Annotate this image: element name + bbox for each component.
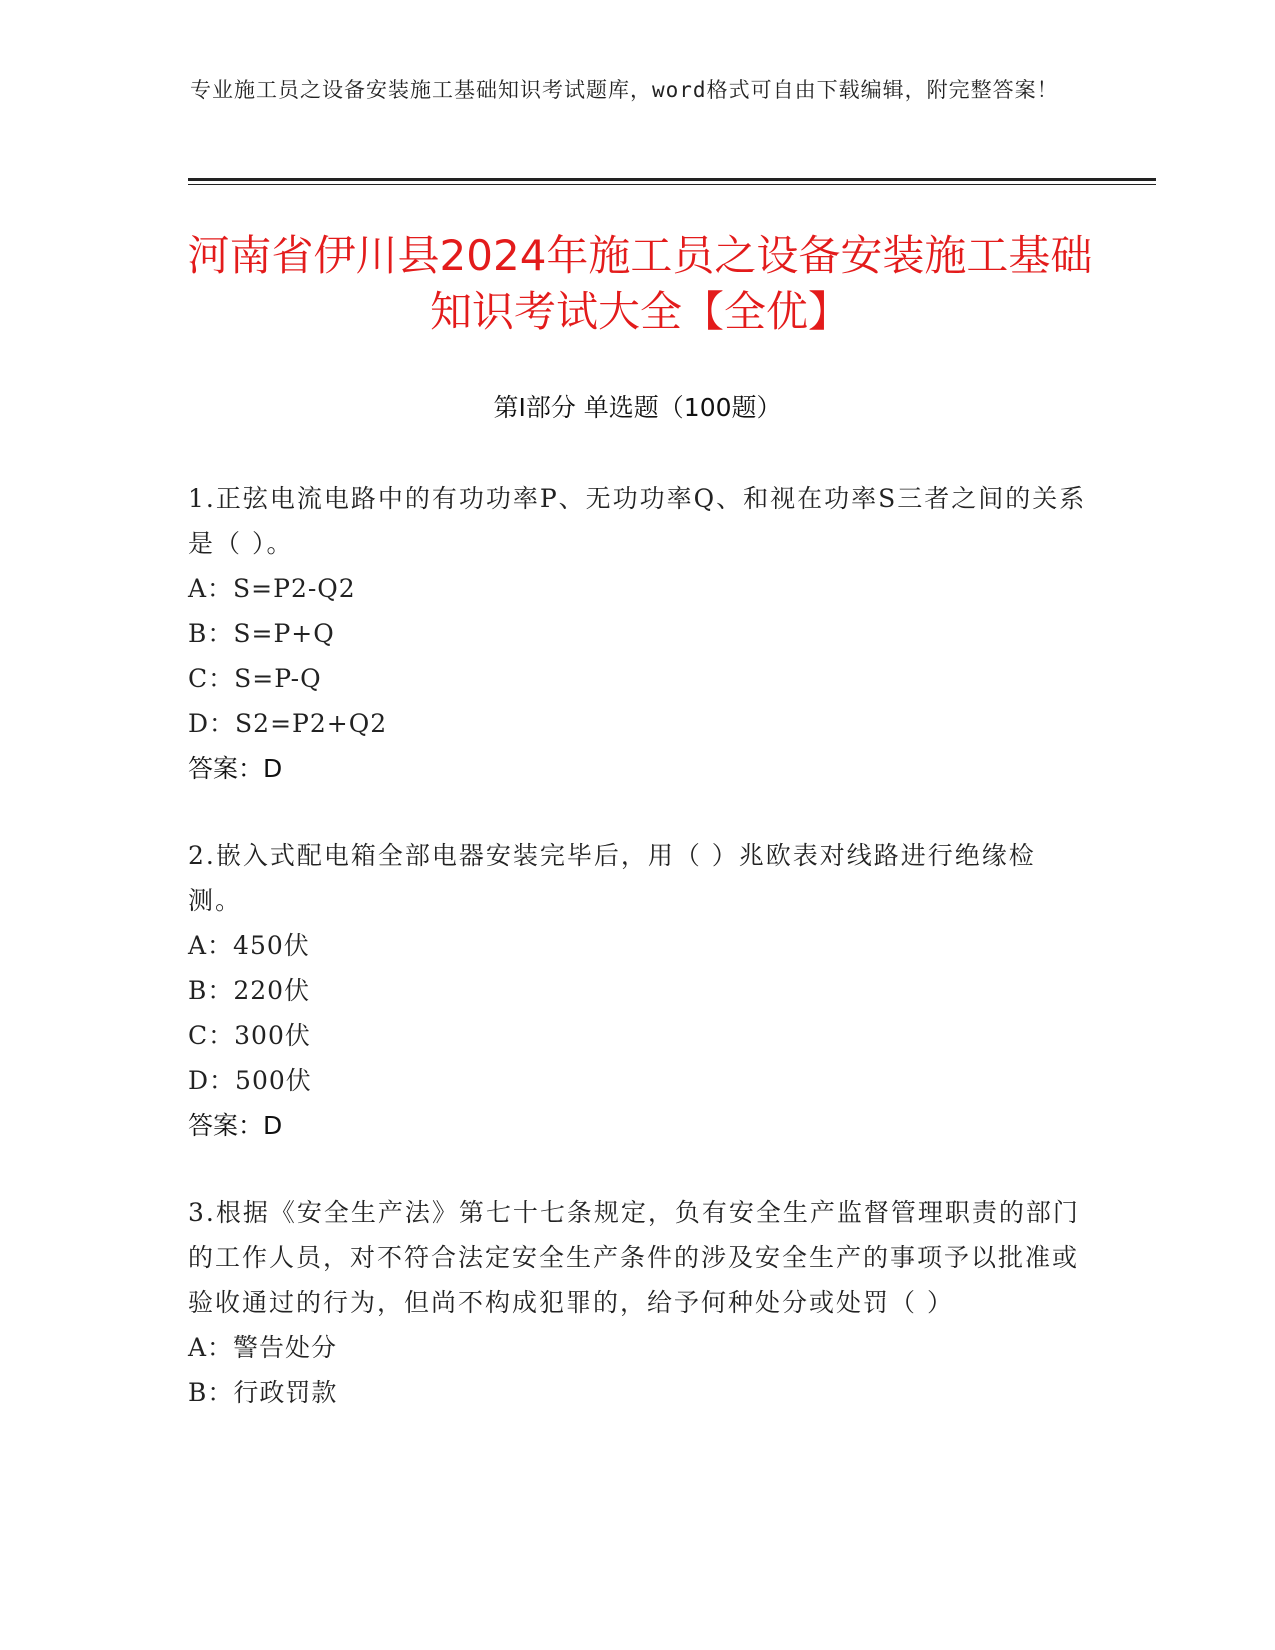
option-a: A：450伏 bbox=[188, 931, 310, 960]
header-divider-thick bbox=[188, 178, 1156, 181]
question-text: 1.正弦电流电路中的有功功率P、无功功率Q、和视在功率S三者之间的关系是（ ）。 bbox=[188, 484, 1087, 558]
question-list bbox=[188, 476, 1088, 1457]
header-note: 专业施工员之设备安装施工基础知识考试题库，word格式可自由下载编辑，附完整答案！ bbox=[190, 78, 1059, 102]
option-c: C：300伏 bbox=[188, 1021, 311, 1050]
option-d: D：S2=P2+Q2 bbox=[188, 709, 388, 738]
option-c: C：S=P-Q bbox=[188, 664, 322, 693]
question-text: 3.根据《安全生产法》第七十七条规定，负有安全生产监督管理职责的部门的工作人员，对不符合法定安全生产条件的涉及安全生产的事项予以批准或验收通过的行为，但尚不构成犯罪的，给予何种处分或处罚（ ） bbox=[188, 1198, 1080, 1317]
question-3 bbox=[188, 1190, 1088, 1415]
question-2 bbox=[188, 833, 1088, 1148]
answer: 答案：D bbox=[188, 1111, 283, 1140]
answer: 答案：D bbox=[188, 754, 283, 783]
option-a: A：S=P2-Q2 bbox=[188, 574, 356, 603]
option-b: B：行政罚款 bbox=[188, 1378, 338, 1407]
section-heading: 第Ⅰ部分 单选题（100题） bbox=[493, 393, 782, 422]
option-b: B：S=P+Q bbox=[188, 619, 335, 648]
question-1 bbox=[188, 476, 1088, 791]
question-text: 2.嵌入式配电箱全部电器安装完毕后，用（ ）兆欧表对线路进行绝缘检测。 bbox=[188, 841, 1036, 915]
document-title: 河南省伊川县2024年施工员之设备安装施工基础知识考试大全【全优】 bbox=[187, 231, 1093, 336]
header-divider-thin bbox=[188, 184, 1156, 185]
option-d: D：500伏 bbox=[188, 1066, 312, 1095]
option-a: A：警告处分 bbox=[188, 1333, 338, 1362]
option-b: B：220伏 bbox=[188, 976, 311, 1005]
